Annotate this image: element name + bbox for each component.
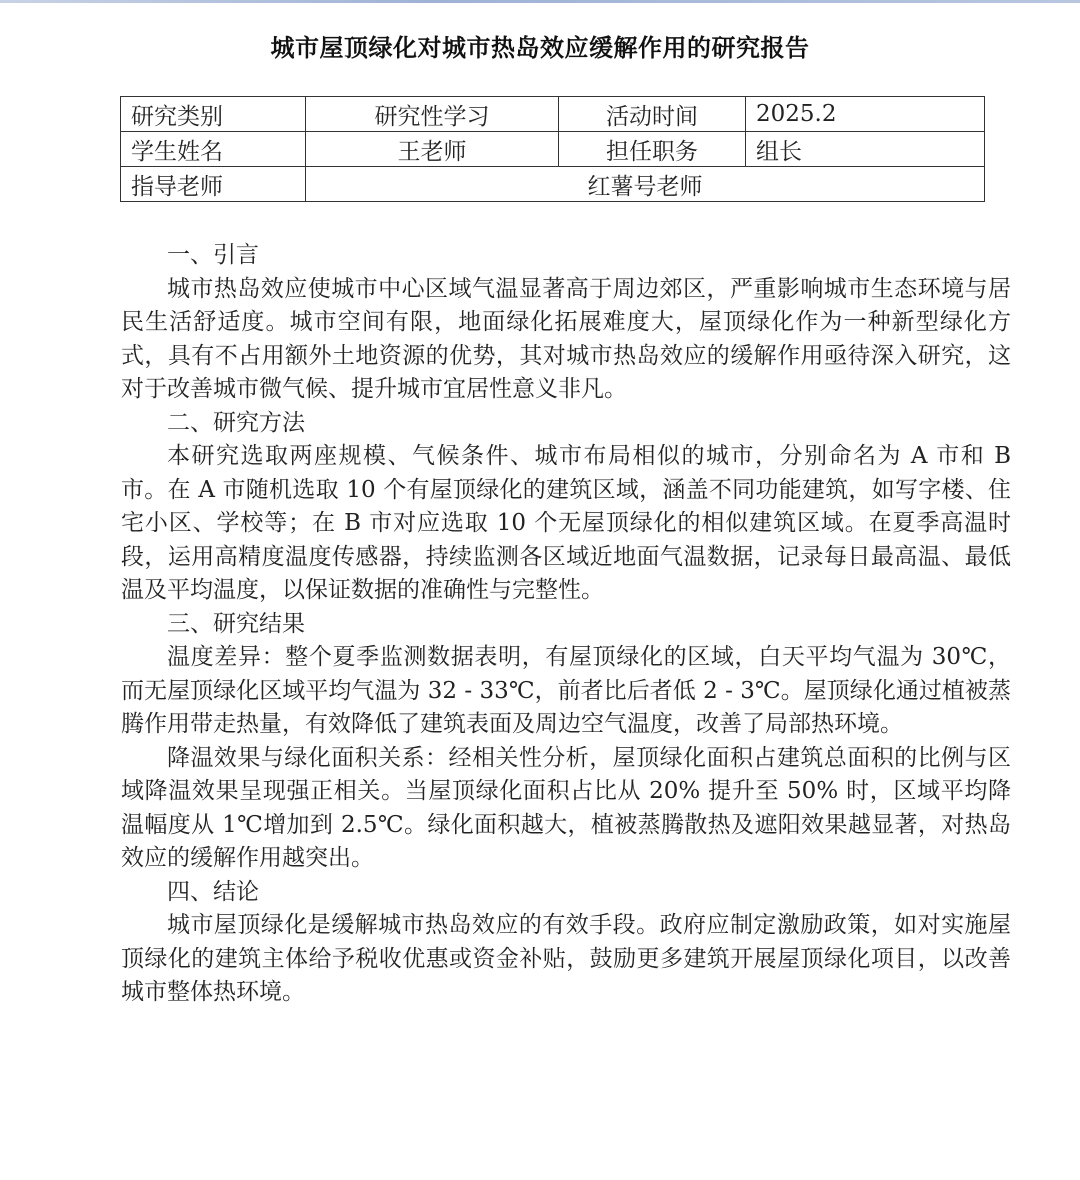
label-research-category: 研究类别 xyxy=(121,97,306,132)
info-table xyxy=(120,96,985,202)
label-role: 担任职务 xyxy=(559,132,746,167)
section-heading-results: 三、研究结果 xyxy=(167,610,305,637)
section-heading-method: 二、研究方法 xyxy=(167,409,305,436)
report-body xyxy=(121,239,1011,1010)
label-student-name: 学生姓名 xyxy=(121,132,306,167)
paragraph-conclusion: 城市屋顶绿化是缓解城市热岛效应的有效手段。政府应制定激励政策，如对实施屋顶绿化的建筑主体给予税收优惠或资金补贴，鼓励更多建筑开展屋顶绿化项目，以改善城市整体热环境。 xyxy=(121,912,1011,1005)
label-advisor: 指导老师 xyxy=(121,167,306,202)
section-heading-conclusion: 四、结论 xyxy=(167,878,259,905)
value-student-name: 王老师 xyxy=(306,132,559,167)
label-activity-time: 活动时间 xyxy=(559,97,746,132)
document-title: 城市屋顶绿化对城市热岛效应缓解作用的研究报告 xyxy=(270,33,810,62)
info-row-student xyxy=(121,132,985,167)
paragraph-results-area: 降温效果与绿化面积关系：经相关性分析，屋顶绿化面积占建筑总面积的比例与区域降温效果呈现强正相关。当屋顶绿化面积占比从 20% 提升至 50% 时，区域平均降温幅度从 1℃增加到 2.5℃。绿化面积越大，植被蒸腾散热及遮阳效果越显著，对热岛效应的缓解作用越突出。 xyxy=(121,744,1011,871)
value-advisor: 红薯号老师 xyxy=(306,167,985,202)
paragraph-results-temperature: 温度差异：整个夏季监测数据表明，有屋顶绿化的区域，白天平均气温为 30℃，而无屋顶绿化区域平均气温为 32 - 33℃，前者比后者低 2 - 3℃。屋顶绿化通过植被蒸腾作用带走热量，有效降低了建筑表面及周边空气温度，改善了局部热环境。 xyxy=(121,644,1011,737)
value-activity-time: 2025.2 xyxy=(746,97,985,132)
value-research-category: 研究性学习 xyxy=(306,97,559,132)
value-role: 组长 xyxy=(746,132,985,167)
top-edge-strip xyxy=(0,0,1080,3)
paragraph-intro: 城市热岛效应使城市中心区域气温显著高于周边郊区，严重影响城市生态环境与居民生活舒适度。城市空间有限，地面绿化拓展难度大，屋顶绿化作为一种新型绿化方式，具有不占用额外土地资源的优势，其对城市热岛效应的缓解作用亟待深入研究，这对于改善城市微气候、提升城市宜居性意义非凡。 xyxy=(121,275,1011,402)
info-row-advisor xyxy=(121,167,985,202)
section-heading-intro: 一、引言 xyxy=(167,242,259,268)
paragraph-method: 本研究选取两座规模、气候条件、城市布局相似的城市，分别命名为 A 市和 B 市。在 A 市随机选取 10 个有屋顶绿化的建筑区域，涵盖不同功能建筑，如写字楼、住宅小区、学校等；在 B 市对应选取 10 个无屋顶绿化的相似建筑区域。在夏季高温时段，运用高精度温度传感器，持续监测各区域近地面气温数据，记录每日最高温、最低温及平均温度，以保证数据的准确性与完整性。 xyxy=(121,443,1011,603)
info-row-category xyxy=(121,97,985,132)
